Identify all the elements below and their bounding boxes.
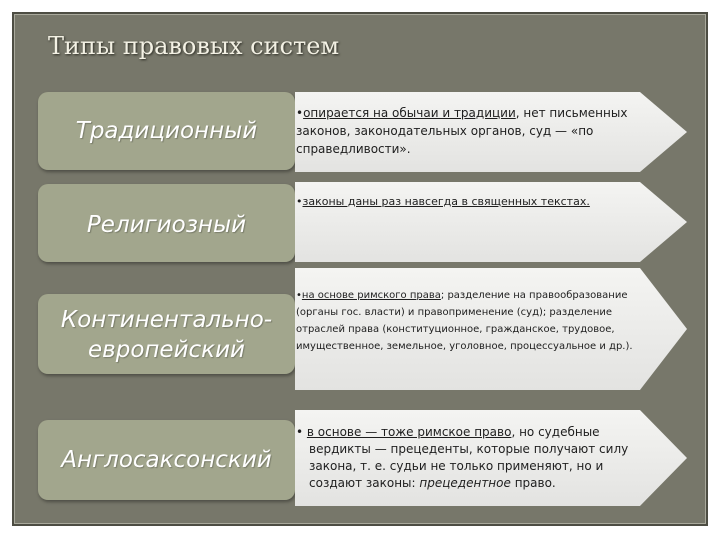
text-anglosaxon [296,424,649,492]
bullet: • [296,106,304,120]
text-traditional [296,104,636,158]
text-anglosaxon-underlined: в основе — тоже римское право [306,425,512,439]
text-religious-underlined: законы даны раз навсегда в священных текстах. [302,195,590,208]
label-box-religious [38,184,295,262]
text-religious [296,194,636,210]
label-religious: Религиозный [86,212,247,238]
label-box-anglosaxon [38,420,295,500]
text-traditional-rest: , нет письменных законов, законодательных органов, суд — «по справедливости». [296,106,628,156]
label-box-traditional [38,92,295,170]
text-anglosaxon-middle: , но судебные вердикты — прецеденты, которые получают силу закона, т. е. судьи не только применяют, но и создают законы: [309,425,629,490]
label-traditional: Традиционный [75,118,258,144]
text-anglosaxon-italic: прецедентное [419,476,511,490]
label-box-continental [38,294,295,374]
bullet: • [296,425,307,439]
text-continental-rest: ; разделение на правообразование (органы гос. власти) и правоприменение (суд); разделение отраслей права (конституционное, гражданское, трудовое, имущественное, земельное, уголовное, процессуальное и др.). [296,290,633,352]
bullet: • [296,195,303,208]
text-continental-underlined: на основе римского права [301,290,441,301]
bullet: • [296,290,302,301]
text-anglosaxon-end: право. [510,476,556,490]
text-continental [296,287,636,355]
label-continental-line1: Континентально- [60,307,273,333]
label-anglosaxon: Англосаксонский [61,447,272,473]
label-continental-line2: европейский [88,337,245,363]
text-traditional-underlined: опирается на обычаи и традиции [303,106,516,120]
slide-title: Типы правовых систем [48,32,340,60]
